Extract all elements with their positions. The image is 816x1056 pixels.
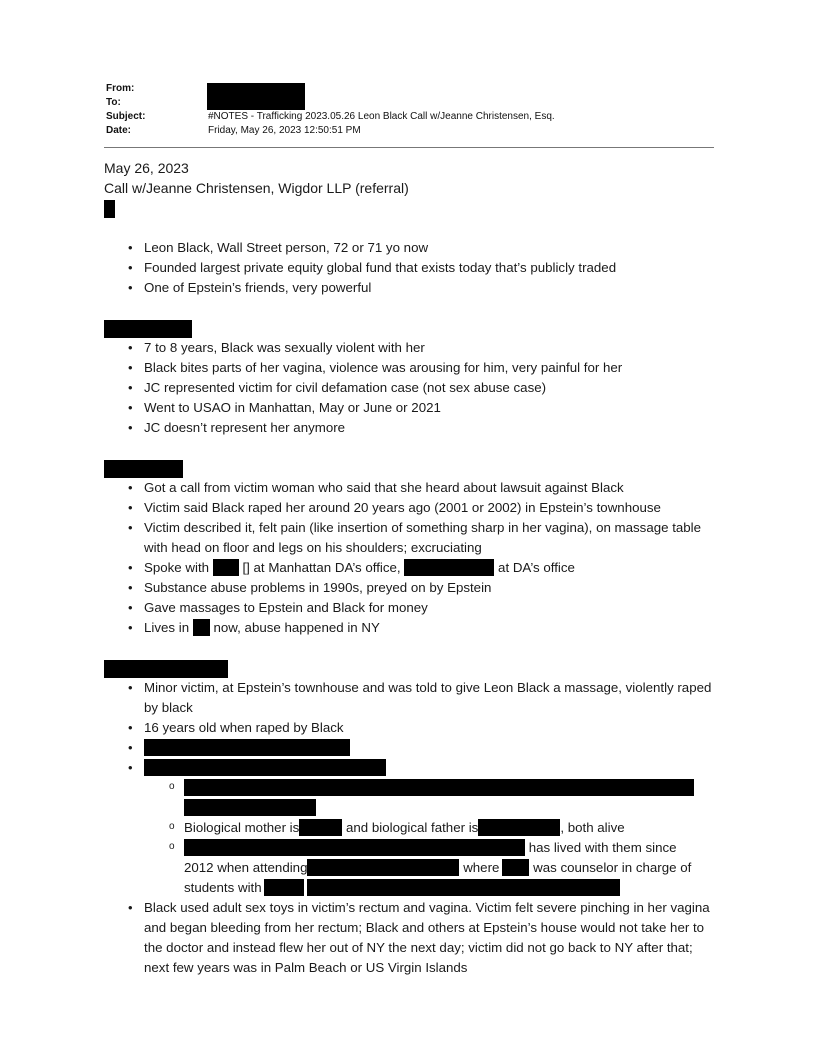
list-item: • One of Epstein’s friends, very powerful bbox=[104, 278, 714, 298]
section4-list bbox=[104, 678, 714, 978]
list-item bbox=[104, 618, 714, 638]
redaction-block bbox=[104, 200, 115, 218]
subject-label: Subject: bbox=[106, 111, 146, 122]
redaction-inline bbox=[184, 839, 525, 856]
redaction-heading bbox=[104, 460, 183, 478]
redaction-heading bbox=[104, 660, 228, 678]
date-value: Friday, May 26, 2023 12:50:51 PM bbox=[208, 125, 361, 136]
list-item: • Gave massages to Epstein and Black for money bbox=[104, 598, 714, 618]
list-text: Biological mother is bbox=[184, 820, 300, 835]
list-item bbox=[104, 738, 714, 758]
list-text: students with bbox=[184, 880, 262, 895]
list-item: • Black used adult sex toys in victim’s rectum and vagina. Victim felt severe pinching in her vagina and began bleeding from her rectum; Black and others at Epstein’s house would not take her to the doctor and instead flew her out of NY the next day; victim did not go back to NY after that; next few years was in Palm Beach or US Virgin Islands bbox=[104, 898, 714, 978]
from-label: From: bbox=[106, 83, 135, 94]
list-item: • JC doesn’t represent her anymore bbox=[104, 418, 714, 438]
sublist bbox=[144, 778, 714, 898]
redaction-inline bbox=[307, 879, 620, 896]
list-text: [] at Manhattan DA’s office, bbox=[242, 560, 401, 575]
list-item: • Leon Black, Wall Street person, 72 or 71 yo now bbox=[104, 238, 714, 258]
list-item: • Minor victim, at Epstein’s townhouse and was told to give Leon Black a massage, violently raped by black bbox=[104, 678, 714, 718]
redaction-inline bbox=[404, 559, 494, 576]
list-item: • Founded largest private equity global fund that exists today that’s publicly traded bbox=[104, 258, 714, 278]
list-item: • Went to USAO in Manhattan, May or June or 2021 bbox=[104, 398, 714, 418]
redaction-inline bbox=[213, 559, 239, 576]
redaction-from-to bbox=[207, 83, 305, 110]
list-item: • Victim described it, felt pain (like insertion of something sharp in her vagina), on massage table with head on floor and legs on his shoulders; excruciating bbox=[104, 518, 714, 558]
redaction-inline bbox=[193, 619, 210, 636]
date-label: Date: bbox=[106, 125, 132, 136]
subject-value: #NOTES - Trafficking 2023.05.26 Leon Black Call w/Jeanne Christensen, Esq. bbox=[208, 111, 555, 122]
sublist-item bbox=[144, 818, 714, 838]
call-line: Call w/Jeanne Christensen, Wigdor LLP (referral) bbox=[104, 180, 409, 196]
section1-list bbox=[104, 238, 714, 298]
list-item: • 16 years old when raped by Black bbox=[104, 718, 714, 738]
list-item: • Got a call from victim woman who said that she heard about lawsuit against Black bbox=[104, 478, 714, 498]
list-text: and biological father is bbox=[346, 820, 479, 835]
list-text: where bbox=[463, 860, 500, 875]
sublist-item bbox=[144, 838, 714, 898]
list-item: • Substance abuse problems in 1990s, preyed on by Epstein bbox=[104, 578, 714, 598]
list-text: at DA’s office bbox=[498, 560, 575, 575]
list-text: 2012 when attending bbox=[184, 860, 308, 875]
to-label: To: bbox=[106, 97, 121, 108]
list-text: Lives in bbox=[144, 620, 190, 635]
section3-list bbox=[104, 478, 714, 638]
redaction-heading bbox=[104, 320, 192, 338]
list-text: has lived with them since bbox=[528, 840, 677, 855]
redaction-inline bbox=[307, 859, 459, 876]
header-divider bbox=[104, 147, 714, 148]
list-text: Spoke with bbox=[144, 560, 210, 575]
redaction-inline bbox=[144, 759, 386, 776]
section2-list bbox=[104, 338, 714, 438]
list-item bbox=[104, 558, 714, 578]
date-line: May 26, 2023 bbox=[104, 160, 189, 176]
list-text: , both alive bbox=[560, 820, 625, 835]
redaction-inline bbox=[264, 879, 304, 896]
list-item: • Black bites parts of her vagina, violence was arousing for him, very painful for her bbox=[104, 358, 714, 378]
redaction-inline bbox=[184, 799, 316, 816]
list-text: was counselor in charge of bbox=[533, 860, 692, 875]
list-item: • Victim said Black raped her around 20 years ago (2001 or 2002) in Epstein’s townhouse bbox=[104, 498, 714, 518]
list-item bbox=[104, 758, 714, 898]
redaction-inline bbox=[184, 779, 694, 796]
list-item: • JC represented victim for civil defamation case (not sex abuse case) bbox=[104, 378, 714, 398]
list-text: now, abuse happened in NY bbox=[213, 620, 380, 635]
sublist-item bbox=[144, 778, 714, 818]
list-item: • 7 to 8 years, Black was sexually violent with her bbox=[104, 338, 714, 358]
redaction-inline bbox=[299, 819, 342, 836]
email-body bbox=[104, 158, 714, 978]
redaction-inline bbox=[502, 859, 529, 876]
redaction-inline bbox=[144, 739, 350, 756]
redaction-inline bbox=[478, 819, 560, 836]
